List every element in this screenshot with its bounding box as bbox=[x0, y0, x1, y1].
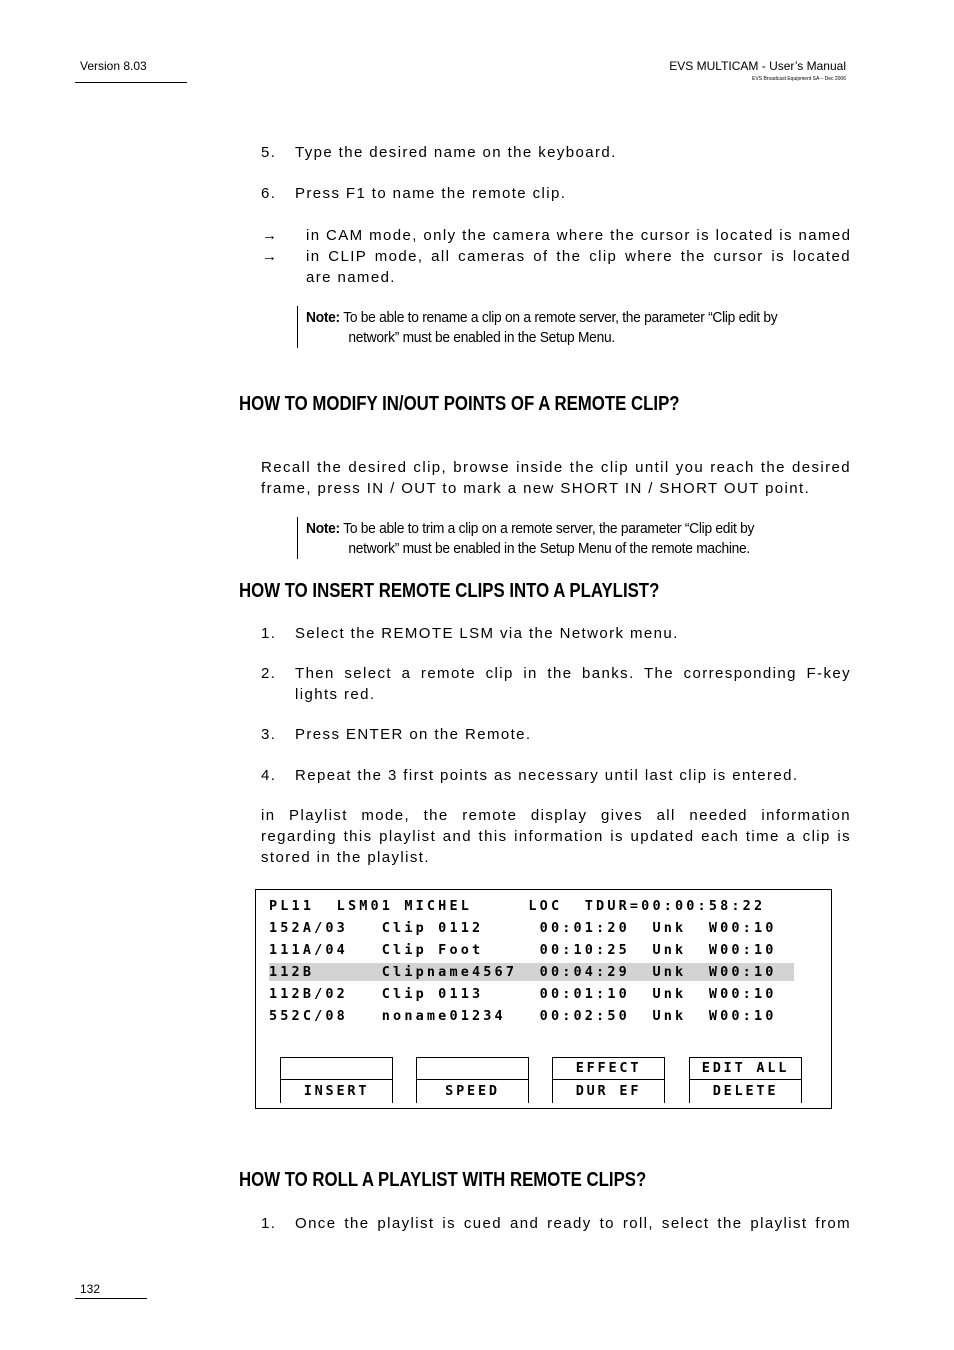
note-line2: network” must be enabled in the Setup Menu. bbox=[348, 329, 615, 346]
paragraph: Recall the desired clip, browse inside the clip until you reach the desired frame, press IN / OUT to mark a new SHORT IN / SHORT OUT point. bbox=[261, 459, 851, 497]
fkey-speed[interactable] bbox=[416, 1057, 529, 1104]
lcd-header-row: PL11 LSM01 MICHEL LOC TDUR=00:00:58:22 bbox=[269, 898, 766, 914]
step-text: Type the desired name on the keyboard. bbox=[295, 144, 617, 161]
step-number: 1. bbox=[261, 1215, 277, 1232]
fkey-insert[interactable] bbox=[280, 1057, 393, 1104]
step-number: 5. bbox=[261, 144, 277, 161]
note-bar bbox=[297, 517, 298, 559]
fkey-bottom-label: INSERT bbox=[280, 1079, 393, 1103]
arrow-icon: → bbox=[262, 248, 279, 265]
section-heading: HOW TO MODIFY IN/OUT POINTS OF A REMOTE CLIP? bbox=[239, 393, 680, 415]
note-line1: To be able to rename a clip on a remote server, the parameter “Clip edit by bbox=[343, 309, 778, 326]
lcd-clip-row: 111A/04 Clip Foot 00:10:25 Unk W00:10 bbox=[269, 942, 777, 958]
fkey-bottom-label: DUR EF bbox=[552, 1079, 665, 1103]
step-text: Press F1 to name the remote clip. bbox=[295, 185, 567, 202]
step-number: 4. bbox=[261, 767, 277, 784]
lcd-clip-row: 112B/02 Clip 0113 00:01:10 Unk W00:10 bbox=[269, 986, 777, 1002]
footer-rule bbox=[75, 1298, 147, 1299]
step-number: 3. bbox=[261, 726, 277, 743]
remote-lcd-display bbox=[255, 889, 832, 1109]
step-number: 2. bbox=[261, 665, 277, 682]
header-rule-left bbox=[75, 82, 187, 83]
header-manual-title: EVS MULTICAM - User’s Manual bbox=[669, 59, 846, 73]
step-text: Once the playlist is cued and ready to roll, select the playlist from bbox=[295, 1215, 851, 1232]
step-number: 1. bbox=[261, 625, 277, 642]
fkey-bottom-label: DELETE bbox=[689, 1079, 802, 1103]
fkey-edit-all[interactable] bbox=[689, 1057, 802, 1104]
fkey-effect[interactable] bbox=[552, 1057, 665, 1104]
arrow-item-text: in CAM mode, only the camera where the cursor is located is named bbox=[306, 227, 852, 244]
header-manual-subtitle: EVS Broadcast Equipment SA – Dec 2006 bbox=[752, 76, 846, 82]
note bbox=[306, 519, 840, 559]
fkey-bottom-label: SPEED bbox=[416, 1079, 529, 1103]
note-bar bbox=[297, 306, 298, 348]
fkey-top-label bbox=[416, 1057, 529, 1080]
paragraph: in Playlist mode, the remote display gives all needed information regarding this playlist and this information is updated each time a clip is stored in the playlist. bbox=[261, 807, 851, 866]
note-line1: To be able to trim a clip on a remote server, the parameter “Clip edit by bbox=[343, 520, 755, 537]
step-text: Then select a remote clip in the banks. The corresponding F-key lights red. bbox=[295, 665, 851, 703]
note-line2: network” must be enabled in the Setup Menu of the remote machine. bbox=[348, 540, 751, 557]
step-text: Press ENTER on the Remote. bbox=[295, 726, 532, 743]
lcd-clip-row: 552C/08 noname01234 00:02:50 Unk W00:10 bbox=[269, 1008, 777, 1024]
fkey-top-label: EDIT ALL bbox=[689, 1057, 802, 1080]
arrow-item-text: in CLIP mode, all cameras of the clip where the cursor is located are named. bbox=[306, 248, 851, 286]
fkey-top-label: EFFECT bbox=[552, 1057, 665, 1080]
section-heading: HOW TO INSERT REMOTE CLIPS INTO A PLAYLIST? bbox=[239, 580, 660, 602]
lcd-clip-row-selected: 112B Clipname4567 00:04:29 Unk W00:10 bbox=[269, 963, 794, 981]
note bbox=[306, 308, 840, 348]
step-text: Select the REMOTE LSM via the Network menu. bbox=[295, 625, 679, 642]
step-text: Repeat the 3 first points as necessary until last clip is entered. bbox=[295, 767, 799, 784]
note-label: Note: bbox=[306, 309, 340, 326]
arrow-icon: → bbox=[262, 227, 279, 244]
page-number: 132 bbox=[80, 1282, 101, 1296]
header-version: Version 8.03 bbox=[80, 59, 147, 73]
lcd-clip-row: 152A/03 Clip 0112 00:01:20 Unk W00:10 bbox=[269, 920, 777, 936]
section-heading: HOW TO ROLL A PLAYLIST WITH REMOTE CLIPS? bbox=[239, 1169, 647, 1191]
fkey-top-label bbox=[280, 1057, 393, 1080]
step-number: 6. bbox=[261, 185, 277, 202]
note-label: Note: bbox=[306, 520, 340, 537]
